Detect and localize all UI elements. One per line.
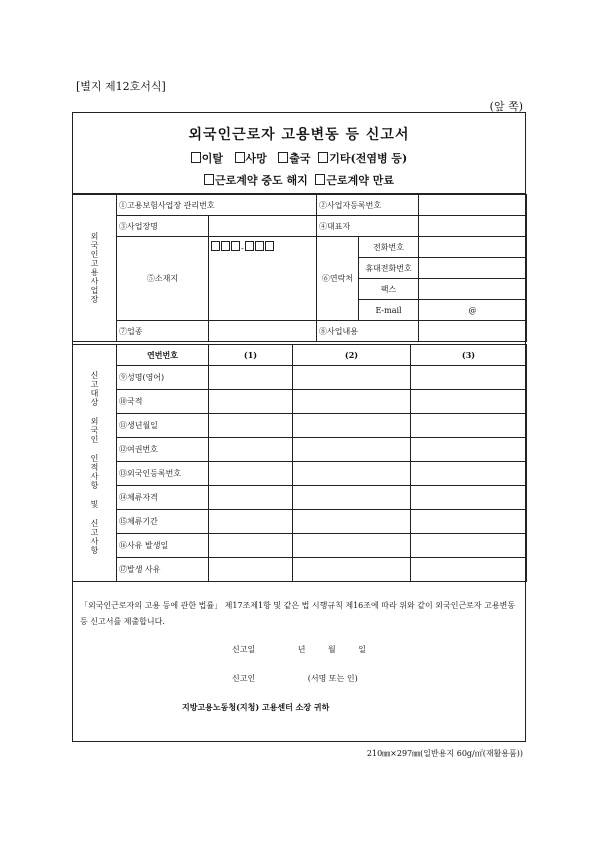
row-label-name: ⑨성명(영어)	[117, 366, 209, 390]
input-email[interactable]	[419, 300, 527, 321]
cell[interactable]	[209, 366, 293, 390]
label-workplace-name: ③사업장명	[117, 216, 209, 237]
cell[interactable]	[293, 486, 411, 510]
report-type-options-1	[72, 150, 526, 166]
label-insurance-number: ①고용보험사업장 관리번호	[117, 195, 317, 216]
label-contact: ⑥연락처	[317, 237, 359, 321]
checkbox-exit[interactable]: 출국	[278, 152, 310, 165]
page-side-label: (앞 쪽)	[489, 100, 523, 113]
input-representative[interactable]	[419, 216, 527, 237]
employer-section-label: 외국인고용사업장	[73, 195, 117, 342]
cell[interactable]	[209, 414, 293, 438]
row-label-nationality: ⑩국적	[117, 390, 209, 414]
input-fax[interactable]	[419, 279, 527, 300]
header-col-3: (3)	[411, 345, 527, 366]
cell[interactable]	[209, 438, 293, 462]
cell[interactable]	[293, 390, 411, 414]
label-email: E-mail	[359, 300, 419, 321]
cell[interactable]	[411, 558, 527, 582]
cell[interactable]	[209, 486, 293, 510]
input-address[interactable]	[209, 237, 317, 321]
checkbox-contract-expiry[interactable]: 근로계약 만료	[315, 174, 394, 187]
checkbox-death[interactable]: 사망	[235, 152, 267, 165]
header-col-1: (1)	[209, 345, 293, 366]
cell[interactable]	[209, 558, 293, 582]
label-fax: 팩스	[359, 279, 419, 300]
cell[interactable]	[293, 414, 411, 438]
year-label: 년	[297, 645, 306, 654]
row-label-birthdate: ⑪생년월일	[117, 414, 209, 438]
cell[interactable]	[293, 366, 411, 390]
signer-label: 신고인	[232, 674, 256, 683]
cell[interactable]	[411, 534, 527, 558]
header-col-2: (2)	[293, 345, 411, 366]
paper-spec-footer: 210㎜×297㎜(일반용지 60g/㎡(재활용품))	[366, 749, 523, 758]
input-business-content[interactable]	[419, 321, 527, 342]
input-phone[interactable]	[419, 237, 527, 258]
label-phone: 전화번호	[359, 237, 419, 258]
form-number: [별지 제12호서식]	[76, 80, 166, 93]
label-industry: ⑦업종	[117, 321, 209, 342]
input-business-registration[interactable]	[419, 195, 527, 216]
cell[interactable]	[293, 462, 411, 486]
date-line	[232, 644, 366, 655]
header-serial: 연번번호	[117, 345, 209, 366]
row-label-visa-status: ⑭체류자격	[117, 486, 209, 510]
cell[interactable]	[411, 366, 527, 390]
cell[interactable]	[293, 534, 411, 558]
signer-line	[232, 673, 358, 684]
cell[interactable]	[209, 390, 293, 414]
cell[interactable]	[411, 510, 527, 534]
checkbox-other[interactable]: 기타(전염병 등)	[318, 152, 407, 165]
label-business-content: ⑧사업내용	[317, 321, 419, 342]
label-address: ⑤소재지	[117, 237, 209, 321]
postal-code-boxes: -	[211, 243, 275, 252]
addressee: 지방고용노동청(지청) 고용센터 소장 귀하	[182, 702, 330, 712]
form-title: 외국인근로자 고용변동 등 신고서	[188, 127, 410, 143]
input-industry[interactable]	[209, 321, 317, 342]
input-business-registration-label: ②사업자등록번호	[317, 195, 419, 216]
cell[interactable]	[209, 462, 293, 486]
row-label-event-reason: ⑰발생 사유	[117, 558, 209, 582]
cell[interactable]	[209, 534, 293, 558]
declaration-text: 「외국인근로자의 고용 등에 관한 법률」 제17조제1항 및 같은 법 시행규칙 제16조에 따라 위와 같이 외국인근로자 고용변동 등 신고서를 제출합니다.	[80, 601, 516, 626]
row-label-event-date: ⑯사유 발생일	[117, 534, 209, 558]
employer-table	[72, 194, 527, 342]
title-block	[72, 112, 526, 194]
month-label: 월	[328, 645, 336, 654]
cell[interactable]	[411, 438, 527, 462]
input-workplace-name[interactable]	[209, 216, 317, 237]
row-label-alien-registration: ⑬외국인등록번호	[117, 462, 209, 486]
cell[interactable]	[293, 558, 411, 582]
cell[interactable]	[293, 438, 411, 462]
cell[interactable]	[411, 390, 527, 414]
date-label: 신고일	[232, 645, 256, 654]
signature-note: (서명 또는 인)	[307, 674, 358, 683]
cell[interactable]	[293, 510, 411, 534]
cell[interactable]	[411, 486, 527, 510]
checkbox-contract-termination[interactable]: 근로계약 중도 해지	[204, 174, 308, 187]
label-mobile: 휴대전화번호	[359, 258, 419, 279]
checkbox-departure[interactable]: 이탈	[191, 152, 223, 165]
row-label-passport: ⑫여권번호	[117, 438, 209, 462]
label-representative: ④대표자	[317, 216, 419, 237]
input-mobile[interactable]	[419, 258, 527, 279]
report-type-options-2	[72, 172, 526, 188]
cell[interactable]	[209, 510, 293, 534]
day-label: 일	[358, 645, 367, 654]
cell[interactable]	[411, 462, 527, 486]
email-at-sign: @	[468, 305, 477, 315]
cell[interactable]	[411, 414, 527, 438]
worker-section-label: 신고대상 외국인 인적사항 및 신고사항	[73, 345, 117, 582]
row-label-stay-period: ⑮체류기간	[117, 510, 209, 534]
worker-table	[72, 344, 527, 582]
